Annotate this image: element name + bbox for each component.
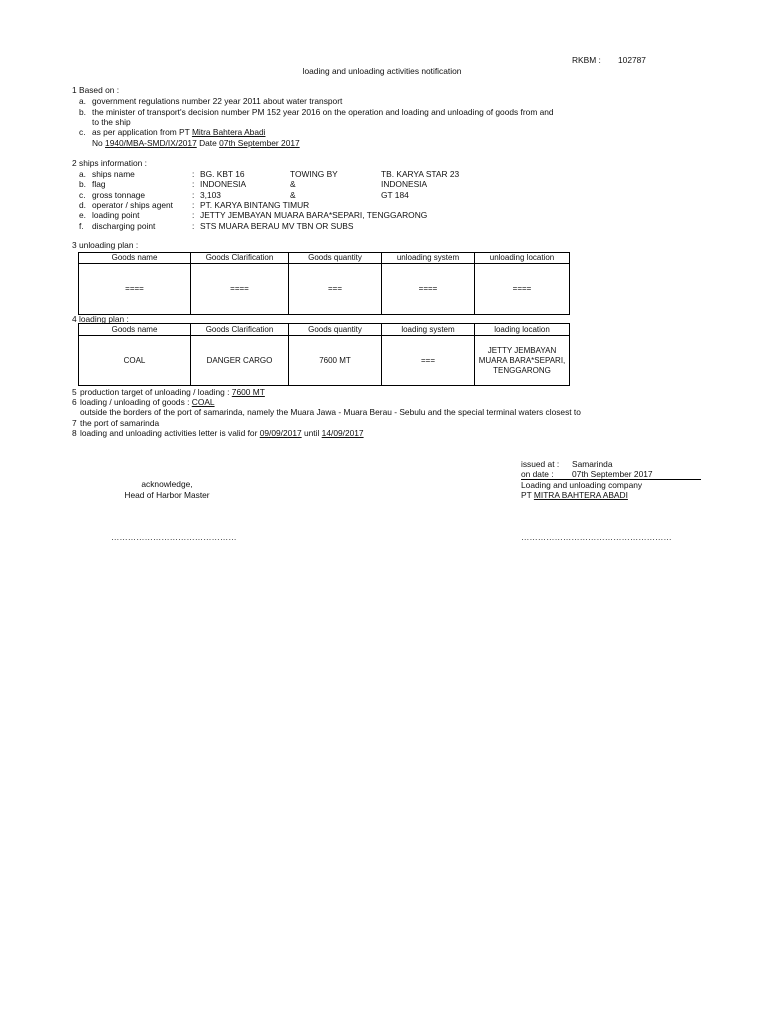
row-colon: : [192,200,195,210]
header-goods-name: Goods name [79,253,191,264]
header-goods-name: Goods name [79,324,191,336]
row-letter: b. [79,179,86,189]
row-label: loading point [92,210,140,220]
cell-goods-name: ==== [79,264,191,315]
row-col4: GT 184 [381,190,409,200]
production-target-value: 7600 MT [231,387,265,397]
section-4-heading: loading plan : [79,314,129,324]
location-line: MUARA BARA*SEPARI, [478,355,566,365]
reference-number: 1940/MBA-SMD/IX/2017 [105,138,197,148]
goods-line [80,397,215,407]
cell-loading-system: === [382,336,475,386]
harbor-master-title: Head of Harbor Master [124,490,210,500]
header-goods-clarification: Goods Clarification [191,253,289,264]
ships-info-row [0,179,768,189]
company-name-line [521,490,628,500]
row-col4: TB. KARYA STAR 23 [381,169,460,179]
row-label: ships name [92,169,135,179]
row-col4: INDONESIA [381,179,428,189]
validity-text: loading and unloading activities letter is valid for [80,428,258,438]
item-8-number: 8 [72,428,77,438]
row-col3: & [290,179,296,189]
item-7-number: 7 [72,418,77,428]
reference-date: 07th September 2017 [219,138,300,148]
table-row [79,336,570,386]
production-target-text: production target of unloading / loading : [80,387,230,397]
header-loading-system: loading system [382,324,475,336]
application-text: as per application from PT [92,127,190,137]
item-text: government regulations number 22 year 2011 about water transport [92,96,343,106]
pt-label: PT [521,490,532,500]
reference-no-label: No [92,138,103,148]
cell-unloading-system: ==== [382,264,475,315]
row-value: PT. KARYA BINTANG TIMUR [200,200,310,210]
row-colon: : [192,169,195,179]
row-value: STS MUARA BERAU MV TBN OR SUBS [200,221,354,231]
applicant-company: Mitra Bahtera Abadi [191,127,266,137]
rkbm-value: 102787 [618,55,646,65]
row-letter: f. [79,221,84,231]
goods-value: COAL [191,397,215,407]
row-value: INDONESIA [200,179,247,189]
cell-goods-quantity: === [289,264,382,315]
validity-line [80,428,364,438]
header-goods-quantity: Goods quantity [289,253,382,264]
cell-unloading-location: ==== [475,264,570,315]
company-line: Loading and unloading company [521,480,643,490]
unloading-plan-table [78,252,570,315]
cell-goods-clarification: ==== [191,264,289,315]
pt-name: MITRA BAHTERA ABADI [533,490,628,500]
section-2-heading: ships information : [79,158,147,168]
item-5-number: 5 [72,387,77,397]
row-colon: : [192,179,195,189]
item-text [92,127,266,137]
item-text: the minister of transport's decision number PM 152 year 2016 on the operation and loading and unloading of goods from and [92,107,554,117]
area-text-continued: the port of samarinda [80,418,160,428]
row-colon: : [192,221,195,231]
ships-info-row [0,200,768,210]
area-text: outside the borders of the port of samarinda, namely the Muara Jawa - Muara Berau - Sebulu and the special terminal waters closest to [80,407,581,417]
based-on-item-b-continued [0,117,768,127]
row-letter: d. [79,200,86,210]
on-date-label: on date : [521,469,554,479]
row-value: 3,103 [200,190,221,200]
row-letter: a. [79,169,86,179]
production-target-line [80,387,265,397]
section-4-number: 4 [72,314,77,324]
ships-info-row [0,210,768,220]
based-on-item-b [0,107,768,117]
table-header-row [79,253,570,264]
based-on-item-c [0,127,768,137]
validity-until-date: 14/09/2017 [321,428,364,438]
location-line: JETTY JEMBAYAN [487,345,557,355]
cell-goods-quantity: 7600 MT [289,336,382,386]
reference-line [92,138,300,148]
reference-date-label: Date [199,138,217,148]
issued-at-value: Samarinda [572,459,613,469]
row-label: flag [92,179,106,189]
section-2-number: 2 [72,158,77,168]
rkbm-label: RKBM : [572,55,601,65]
location-line: TENGGARONG [493,365,551,375]
row-letter: e. [79,210,86,220]
item-text-continued: to the ship [92,117,131,127]
table-row [79,264,570,315]
validity-until-label: until [303,428,320,438]
section-1-heading: Based on : [79,85,120,95]
validity-from-date: 09/09/2017 [259,428,302,438]
ships-info-row [0,169,768,179]
on-date-value: 07th September 2017 [572,469,653,479]
row-colon: : [192,210,195,220]
row-label: discharging point [92,221,156,231]
header-goods-clarification: Goods Clarification [191,324,289,336]
row-label: gross tonnage [92,190,146,200]
header-unloading-system: unloading system [382,253,475,264]
row-label: operator / ships agent [92,200,174,210]
cell-goods-name: COAL [79,336,191,386]
company-signature-line: ……………………………………………… [521,532,672,542]
acknowledge-label: acknowledge, [141,479,193,489]
cell-loading-location [475,336,570,386]
harbor-master-signature-line: ……………………………………… [111,532,237,542]
item-letter: a. [79,96,86,106]
row-colon: : [192,190,195,200]
row-col3: TOWING BY [290,169,338,179]
row-value: BG. KBT 16 [200,169,245,179]
row-col3: & [290,190,296,200]
row-letter: c. [79,190,86,200]
header-loading-location: loading location [475,324,570,336]
item-letter: c. [79,127,86,137]
row-value: JETTY JEMBAYAN MUARA BARA*SEPARI, TENGGARONG [200,210,428,220]
header-goods-quantity: Goods quantity [289,324,382,336]
section-3-heading: unloading plan : [79,240,139,250]
based-on-item-c-reference [0,138,768,148]
ships-info-row [0,190,768,200]
section-3-number: 3 [72,240,77,250]
item-letter: b. [79,107,86,117]
loading-plan-table [78,323,570,386]
based-on-item-a [0,96,768,106]
header-unloading-location: unloading location [475,253,570,264]
item-6-number: 6 [72,397,77,407]
issued-at-label: issued at : [521,459,560,469]
document-title: loading and unloading activities notification [302,66,462,76]
goods-text: loading / unloading of goods : [80,397,190,407]
ships-info-row [0,221,768,231]
section-1-number: 1 [72,85,77,95]
cell-goods-clarification: DANGER CARGO [191,336,289,386]
table-header-row [79,324,570,336]
